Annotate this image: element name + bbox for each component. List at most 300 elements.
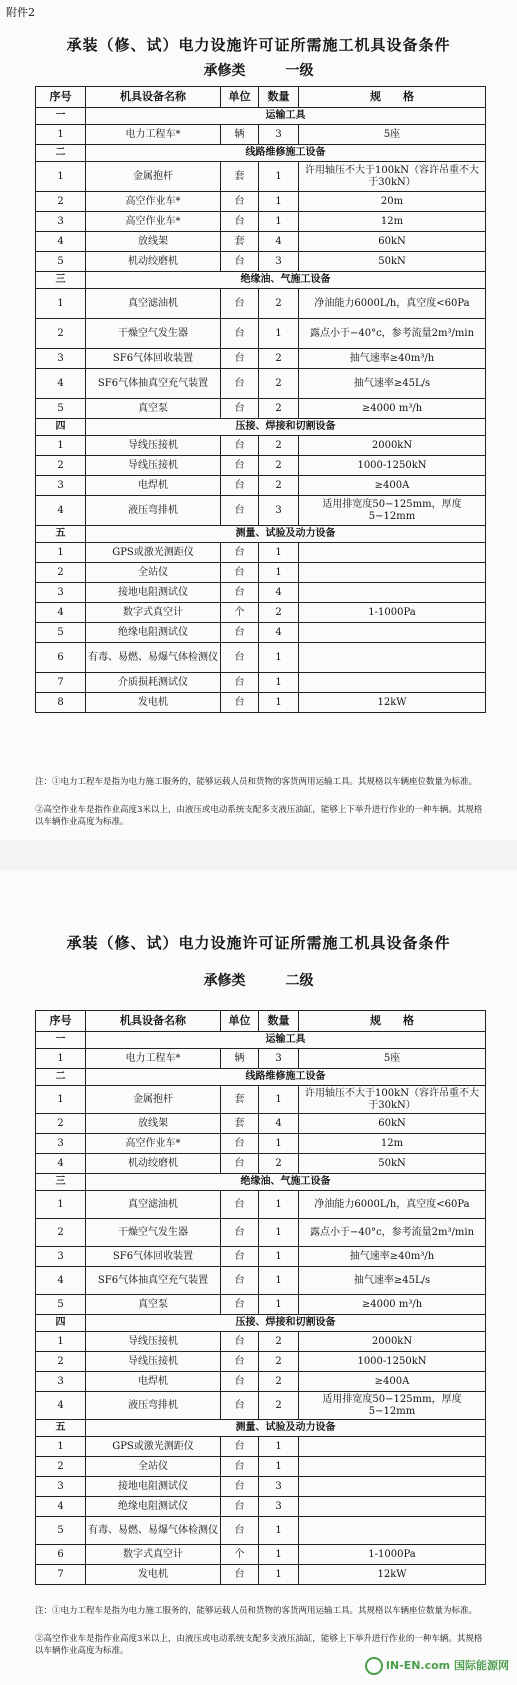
unit-cell: 台 bbox=[221, 1517, 259, 1545]
equipment-name: 电焊机 bbox=[86, 1372, 221, 1392]
attachment-label: 附件2 bbox=[6, 6, 35, 19]
row-number: 3 bbox=[36, 1372, 86, 1392]
unit-cell: 台 bbox=[221, 399, 259, 419]
unit-cell: 台 bbox=[221, 1457, 259, 1477]
row-number: 4 bbox=[36, 232, 86, 252]
equipment-name: 接地电阻测试仪 bbox=[86, 583, 221, 603]
table-row bbox=[36, 603, 486, 623]
spec-cell: 适用排宽度50−125mm，厚度5−12mm bbox=[299, 496, 486, 526]
spec-cell: 50kN bbox=[299, 252, 486, 272]
quantity-cell: 1 bbox=[259, 1295, 299, 1315]
quantity-cell: 1 bbox=[259, 1267, 299, 1295]
unit-cell: 台 bbox=[221, 623, 259, 643]
unit-cell: 台 bbox=[221, 456, 259, 476]
table-row bbox=[36, 1497, 486, 1517]
row-number: 4 bbox=[36, 603, 86, 623]
table-row bbox=[36, 496, 486, 526]
quantity-cell: 1 bbox=[259, 162, 299, 192]
table-row bbox=[36, 369, 486, 399]
unit-cell: 台 bbox=[221, 1477, 259, 1497]
row-number: 3 bbox=[36, 212, 86, 232]
quantity-cell: 1 bbox=[259, 1457, 299, 1477]
unit-cell: 台 bbox=[221, 369, 259, 399]
equipment-name: 有毒、易燃、易爆气体检测仪 bbox=[86, 1517, 221, 1545]
spec-cell bbox=[299, 1437, 486, 1457]
unit-cell: 台 bbox=[221, 1332, 259, 1352]
quantity-cell: 1 bbox=[259, 1134, 299, 1154]
spec-cell: 20m bbox=[299, 192, 486, 212]
table-row bbox=[36, 456, 486, 476]
equipment-name: SF6气体抽真空充气装置 bbox=[86, 369, 221, 399]
header-qty: 数量 bbox=[259, 1011, 299, 1032]
row-number: 2 bbox=[36, 319, 86, 349]
equipment-name: 数字式真空计 bbox=[86, 1545, 221, 1565]
table-row bbox=[36, 1295, 486, 1315]
table-row bbox=[36, 583, 486, 603]
header-name: 机具设备名称 bbox=[86, 1011, 221, 1032]
row-number: 1 bbox=[36, 1086, 86, 1114]
row-number: 3 bbox=[36, 583, 86, 603]
grade-label: 二级 bbox=[285, 973, 314, 989]
spec-cell: 抽气速率≥45L/s bbox=[299, 1267, 486, 1295]
section-title: 运输工具 bbox=[86, 1032, 486, 1049]
equipment-name: 绝缘电阻测试仪 bbox=[86, 1497, 221, 1517]
table-header-row bbox=[36, 1011, 486, 1032]
equipment-name: 液压弯排机 bbox=[86, 1392, 221, 1420]
spec-cell: 12kW bbox=[299, 693, 486, 713]
header-spec: 规 格 bbox=[299, 87, 486, 108]
equipment-name: 金属抱杆 bbox=[86, 162, 221, 192]
table-row bbox=[36, 289, 486, 319]
equipment-name: SF6气体回收装置 bbox=[86, 1247, 221, 1267]
table-row bbox=[36, 349, 486, 369]
spec-cell bbox=[299, 643, 486, 673]
row-number: 5 bbox=[36, 1517, 86, 1545]
unit-cell: 套 bbox=[221, 162, 259, 192]
quantity-cell: 2 bbox=[259, 603, 299, 623]
row-number: 4 bbox=[36, 369, 86, 399]
section-title: 绝缘油、气施工设备 bbox=[86, 272, 486, 289]
table-row bbox=[36, 232, 486, 252]
unit-cell: 套 bbox=[221, 1086, 259, 1114]
unit-cell: 台 bbox=[221, 319, 259, 349]
unit-cell: 辆 bbox=[221, 125, 259, 145]
equipment-name: 电力工程车* bbox=[86, 125, 221, 145]
header-unit: 单位 bbox=[221, 1011, 259, 1032]
section-row bbox=[36, 272, 486, 289]
page-title: 承装（修、试）电力设施许可证所需施工机具设备条件 bbox=[66, 934, 451, 952]
table-row bbox=[36, 1049, 486, 1069]
table-row bbox=[36, 1154, 486, 1174]
equipment-name: 电焊机 bbox=[86, 476, 221, 496]
category-label: 承修类 bbox=[203, 973, 246, 989]
spec-cell bbox=[299, 623, 486, 643]
row-number: 2 bbox=[36, 1457, 86, 1477]
spec-cell: 抽气速率≥45L/s bbox=[299, 369, 486, 399]
row-number: 1 bbox=[36, 1332, 86, 1352]
section-title: 运输工具 bbox=[86, 108, 486, 125]
page-title: 承装（修、试）电力设施许可证所需施工机具设备条件 bbox=[66, 36, 451, 54]
section-row bbox=[36, 1174, 486, 1191]
quantity-cell: 3 bbox=[259, 1049, 299, 1069]
quantity-cell: 4 bbox=[259, 232, 299, 252]
unit-cell: 套 bbox=[221, 1114, 259, 1134]
quantity-cell: 1 bbox=[259, 563, 299, 583]
row-number: 5 bbox=[36, 623, 86, 643]
quantity-cell: 2 bbox=[259, 476, 299, 496]
unit-cell: 台 bbox=[221, 476, 259, 496]
equipment-name: SF6气体回收装置 bbox=[86, 349, 221, 369]
spec-cell bbox=[299, 1477, 486, 1497]
spec-cell: ≥4000 m³/h bbox=[299, 399, 486, 419]
spec-cell: 5座 bbox=[299, 1049, 486, 1069]
section-number: 四 bbox=[36, 419, 86, 436]
equipment-name: 液压弯排机 bbox=[86, 496, 221, 526]
section-number: 二 bbox=[36, 1069, 86, 1086]
quantity-cell: 1 bbox=[259, 643, 299, 673]
table-row bbox=[36, 319, 486, 349]
grade-label: 一级 bbox=[285, 63, 314, 79]
footnote-2: ②高空作业车是指作业高度3米以上，由液压或电动系统支配多支液压油缸，能够上下举升进行作业的一种车辆。其规格以车辆作业高度为标准。 bbox=[35, 1634, 483, 1656]
quantity-cell: 3 bbox=[259, 125, 299, 145]
unit-cell: 台 bbox=[221, 212, 259, 232]
spec-cell bbox=[299, 563, 486, 583]
quantity-cell: 1 bbox=[259, 319, 299, 349]
quantity-cell: 1 bbox=[259, 1247, 299, 1267]
spec-cell: 露点小于−40°c，参考流量2m³/min bbox=[299, 319, 486, 349]
section-row bbox=[36, 108, 486, 125]
equipment-name: GPS或激光测距仪 bbox=[86, 1437, 221, 1457]
section-title: 线路维修施工设备 bbox=[86, 145, 486, 162]
equipment-name: 接地电阻测试仪 bbox=[86, 1477, 221, 1497]
table-row bbox=[36, 1517, 486, 1545]
row-number: 6 bbox=[36, 643, 86, 673]
equipment-name: 全站仪 bbox=[86, 563, 221, 583]
row-number: 5 bbox=[36, 252, 86, 272]
table-row bbox=[36, 1134, 486, 1154]
equipment-name: 绝缘电阻测试仪 bbox=[86, 623, 221, 643]
spec-cell: 12m bbox=[299, 212, 486, 232]
equipment-name: 机动绞磨机 bbox=[86, 252, 221, 272]
header-spec: 规 格 bbox=[299, 1011, 486, 1032]
spec-cell: 50kN bbox=[299, 1154, 486, 1174]
unit-cell: 台 bbox=[221, 192, 259, 212]
section-row bbox=[36, 1315, 486, 1332]
unit-cell: 套 bbox=[221, 232, 259, 252]
table-row bbox=[36, 192, 486, 212]
row-number: 2 bbox=[36, 456, 86, 476]
spec-cell: ≥4000 m³/h bbox=[299, 1295, 486, 1315]
row-number: 1 bbox=[36, 543, 86, 563]
quantity-cell: 3 bbox=[259, 1497, 299, 1517]
equipment-name: SF6气体抽真空充气装置 bbox=[86, 1267, 221, 1295]
unit-cell: 台 bbox=[221, 1219, 259, 1247]
equipment-name: 发电机 bbox=[86, 1565, 221, 1585]
table-row bbox=[36, 252, 486, 272]
table-row bbox=[36, 1086, 486, 1114]
header-no: 序号 bbox=[36, 87, 86, 108]
page-separator bbox=[0, 840, 517, 870]
row-number: 1 bbox=[36, 125, 86, 145]
quantity-cell: 4 bbox=[259, 623, 299, 643]
equipment-name: 高空作业车* bbox=[86, 192, 221, 212]
spec-cell bbox=[299, 543, 486, 563]
table-row bbox=[36, 693, 486, 713]
spec-cell: 1-1000Pa bbox=[299, 1545, 486, 1565]
equipment-name: 数字式真空计 bbox=[86, 603, 221, 623]
section-title: 压接、焊接和切割设备 bbox=[86, 419, 486, 436]
equipment-name: 真空泵 bbox=[86, 1295, 221, 1315]
unit-cell: 台 bbox=[221, 1295, 259, 1315]
spec-cell bbox=[299, 673, 486, 693]
row-number: 4 bbox=[36, 1497, 86, 1517]
spec-cell: 12kW bbox=[299, 1565, 486, 1585]
equipment-name: 干燥空气发生器 bbox=[86, 1219, 221, 1247]
row-number: 2 bbox=[36, 563, 86, 583]
header-unit: 单位 bbox=[221, 87, 259, 108]
header-qty: 数量 bbox=[259, 87, 299, 108]
quantity-cell: 2 bbox=[259, 456, 299, 476]
table-row bbox=[36, 543, 486, 563]
unit-cell: 台 bbox=[221, 643, 259, 673]
row-number: 3 bbox=[36, 349, 86, 369]
leaf-logo-icon bbox=[365, 1657, 383, 1675]
table-row bbox=[36, 1437, 486, 1457]
row-number: 1 bbox=[36, 289, 86, 319]
table-row bbox=[36, 1565, 486, 1585]
unit-cell: 台 bbox=[221, 1565, 259, 1585]
equipment-name: 导线压接机 bbox=[86, 436, 221, 456]
equipment-name: 高空作业车* bbox=[86, 212, 221, 232]
section-row bbox=[36, 1032, 486, 1049]
section-title: 测量、试验及动力设备 bbox=[86, 1420, 486, 1437]
spec-cell: 1-1000Pa bbox=[299, 603, 486, 623]
quantity-cell: 3 bbox=[259, 1477, 299, 1497]
row-number: 8 bbox=[36, 693, 86, 713]
page-subtitle bbox=[0, 970, 517, 990]
spec-cell: ≥400A bbox=[299, 1372, 486, 1392]
unit-cell: 个 bbox=[221, 603, 259, 623]
quantity-cell: 2 bbox=[259, 399, 299, 419]
quantity-cell: 1 bbox=[259, 192, 299, 212]
table-row bbox=[36, 563, 486, 583]
spec-cell: 12m bbox=[299, 1134, 486, 1154]
category-label: 承修类 bbox=[203, 63, 246, 79]
quantity-cell: 2 bbox=[259, 1392, 299, 1420]
row-number: 4 bbox=[36, 1154, 86, 1174]
row-number: 6 bbox=[36, 1545, 86, 1565]
row-number: 4 bbox=[36, 1267, 86, 1295]
equipment-name: 发电机 bbox=[86, 693, 221, 713]
quantity-cell: 2 bbox=[259, 436, 299, 456]
table-row bbox=[36, 1332, 486, 1352]
unit-cell: 台 bbox=[221, 563, 259, 583]
row-number: 4 bbox=[36, 496, 86, 526]
section-title: 测量、试验及动力设备 bbox=[86, 526, 486, 543]
quantity-cell: 2 bbox=[259, 1154, 299, 1174]
table-row bbox=[36, 623, 486, 643]
spec-cell: 抽气速率≥40m³/h bbox=[299, 349, 486, 369]
unit-cell: 台 bbox=[221, 1497, 259, 1517]
section-number: 五 bbox=[36, 1420, 86, 1437]
section-row bbox=[36, 419, 486, 436]
equipment-name: 机动绞磨机 bbox=[86, 1154, 221, 1174]
unit-cell: 台 bbox=[221, 1437, 259, 1457]
watermark-en: IN-EN.com bbox=[385, 1659, 451, 1672]
equipment-name: 有毒、易燃、易爆气体检测仪 bbox=[86, 643, 221, 673]
section-number: 三 bbox=[36, 272, 86, 289]
spec-cell: 5座 bbox=[299, 125, 486, 145]
table-row bbox=[36, 1247, 486, 1267]
table-row bbox=[36, 1114, 486, 1134]
table-row bbox=[36, 162, 486, 192]
row-number: 4 bbox=[36, 1392, 86, 1420]
unit-cell: 台 bbox=[221, 543, 259, 563]
row-number: 2 bbox=[36, 192, 86, 212]
spec-cell: 2000kN bbox=[299, 436, 486, 456]
section-row bbox=[36, 1420, 486, 1437]
unit-cell: 台 bbox=[221, 1392, 259, 1420]
quantity-cell: 1 bbox=[259, 1545, 299, 1565]
quantity-cell: 1 bbox=[259, 1437, 299, 1457]
row-number: 2 bbox=[36, 1352, 86, 1372]
spec-cell: 净油能力6000L/h，真空度<60Pa bbox=[299, 1191, 486, 1219]
quantity-cell: 2 bbox=[259, 349, 299, 369]
section-title: 压接、焊接和切割设备 bbox=[86, 1315, 486, 1332]
section-number: 一 bbox=[36, 1032, 86, 1049]
quantity-cell: 3 bbox=[259, 496, 299, 526]
spec-cell: 露点小于−40°c，参考流量2m³/min bbox=[299, 1219, 486, 1247]
table-row bbox=[36, 1477, 486, 1497]
table-row bbox=[36, 1545, 486, 1565]
row-number: 2 bbox=[36, 1114, 86, 1134]
spec-cell bbox=[299, 583, 486, 603]
equipment-name: 干燥空气发生器 bbox=[86, 319, 221, 349]
table-row bbox=[36, 125, 486, 145]
quantity-cell: 2 bbox=[259, 1372, 299, 1392]
table-row bbox=[36, 476, 486, 496]
section-row bbox=[36, 1069, 486, 1086]
page-subtitle bbox=[0, 60, 517, 80]
footnote-2: ②高空作业车是指作业高度3米以上，由液压或电动系统支配多支液压油缸，能够上下举升进行作业的一种车辆。其规格以车辆作业高度为标准。 bbox=[35, 805, 483, 827]
watermark bbox=[365, 1657, 509, 1675]
row-number: 3 bbox=[36, 1247, 86, 1267]
equipment-table bbox=[35, 1010, 486, 1585]
spec-cell: 60kN bbox=[299, 232, 486, 252]
equipment-name: 真空滤油机 bbox=[86, 289, 221, 319]
equipment-table bbox=[35, 86, 486, 713]
table-row bbox=[36, 212, 486, 232]
section-row bbox=[36, 145, 486, 162]
spec-cell: 抽气速率≥40m³/h bbox=[299, 1247, 486, 1267]
table-row bbox=[36, 1267, 486, 1295]
quantity-cell: 2 bbox=[259, 289, 299, 319]
row-number: 1 bbox=[36, 162, 86, 192]
equipment-name: 电力工程车* bbox=[86, 1049, 221, 1069]
unit-cell: 台 bbox=[221, 289, 259, 319]
section-number: 五 bbox=[36, 526, 86, 543]
table-row bbox=[36, 1352, 486, 1372]
spec-cell: 净油能力6000L/h，真空度<60Pa bbox=[299, 289, 486, 319]
table-row bbox=[36, 673, 486, 693]
unit-cell: 台 bbox=[221, 583, 259, 603]
table-header-row bbox=[36, 87, 486, 108]
equipment-name: 放线架 bbox=[86, 232, 221, 252]
unit-cell: 台 bbox=[221, 673, 259, 693]
row-number: 1 bbox=[36, 1049, 86, 1069]
quantity-cell: 1 bbox=[259, 1086, 299, 1114]
document-page-1 bbox=[0, 0, 517, 840]
quantity-cell: 2 bbox=[259, 369, 299, 399]
spec-cell: 1000-1250kN bbox=[299, 1352, 486, 1372]
equipment-name: 导线压接机 bbox=[86, 1332, 221, 1352]
section-number: 三 bbox=[36, 1174, 86, 1191]
row-number: 5 bbox=[36, 1295, 86, 1315]
row-number: 1 bbox=[36, 1437, 86, 1457]
row-number: 1 bbox=[36, 436, 86, 456]
table-row bbox=[36, 1191, 486, 1219]
unit-cell: 台 bbox=[221, 1191, 259, 1219]
spec-cell: 2000kN bbox=[299, 1332, 486, 1352]
unit-cell: 辆 bbox=[221, 1049, 259, 1069]
quantity-cell: 1 bbox=[259, 1191, 299, 1219]
spec-cell bbox=[299, 1457, 486, 1477]
footnote-1: 注：①电力工程车是指为电力施工服务的，能够运载人员和货物的客货两用运输工具。其规格以车辆座位数量为标准。 bbox=[35, 1606, 478, 1616]
spec-cell: ≥400A bbox=[299, 476, 486, 496]
quantity-cell: 1 bbox=[259, 1517, 299, 1545]
row-number: 7 bbox=[36, 673, 86, 693]
quantity-cell: 1 bbox=[259, 673, 299, 693]
quantity-cell: 4 bbox=[259, 583, 299, 603]
quantity-cell: 2 bbox=[259, 1332, 299, 1352]
unit-cell: 台 bbox=[221, 436, 259, 456]
equipment-name: 导线压接机 bbox=[86, 456, 221, 476]
table-row bbox=[36, 1372, 486, 1392]
quantity-cell: 1 bbox=[259, 543, 299, 563]
section-title: 绝缘油、气施工设备 bbox=[86, 1174, 486, 1191]
row-number: 2 bbox=[36, 1219, 86, 1247]
equipment-name: 导线压接机 bbox=[86, 1352, 221, 1372]
spec-cell: 适用排宽度50−125mm，厚度5−12mm bbox=[299, 1392, 486, 1420]
table-row bbox=[36, 643, 486, 673]
unit-cell: 台 bbox=[221, 1372, 259, 1392]
table-row bbox=[36, 436, 486, 456]
row-number: 7 bbox=[36, 1565, 86, 1585]
quantity-cell: 1 bbox=[259, 1565, 299, 1585]
quantity-cell: 1 bbox=[259, 212, 299, 232]
unit-cell: 个 bbox=[221, 1545, 259, 1565]
section-row bbox=[36, 526, 486, 543]
footnote-1: 注：①电力工程车是指为电力施工服务的，能够运载人员和货物的客货两用运输工具。其规格以车辆座位数量为标准。 bbox=[35, 777, 478, 787]
table-row bbox=[36, 399, 486, 419]
row-number: 5 bbox=[36, 399, 86, 419]
spec-cell: 60kN bbox=[299, 1114, 486, 1134]
section-number: 一 bbox=[36, 108, 86, 125]
watermark-text: 国际能源网 bbox=[454, 1659, 509, 1672]
section-number: 二 bbox=[36, 145, 86, 162]
row-number: 1 bbox=[36, 1191, 86, 1219]
spec-cell: 1000-1250kN bbox=[299, 456, 486, 476]
spec-cell: 许用轴压不大于100kN（容许吊重不大于30kN） bbox=[299, 1086, 486, 1114]
equipment-name: GPS或激光测距仪 bbox=[86, 543, 221, 563]
table-row bbox=[36, 1392, 486, 1420]
quantity-cell: 2 bbox=[259, 1352, 299, 1372]
equipment-name: 介质损耗测试仪 bbox=[86, 673, 221, 693]
header-name: 机具设备名称 bbox=[86, 87, 221, 108]
table-row bbox=[36, 1457, 486, 1477]
equipment-name: 金属抱杆 bbox=[86, 1086, 221, 1114]
equipment-name: 全站仪 bbox=[86, 1457, 221, 1477]
